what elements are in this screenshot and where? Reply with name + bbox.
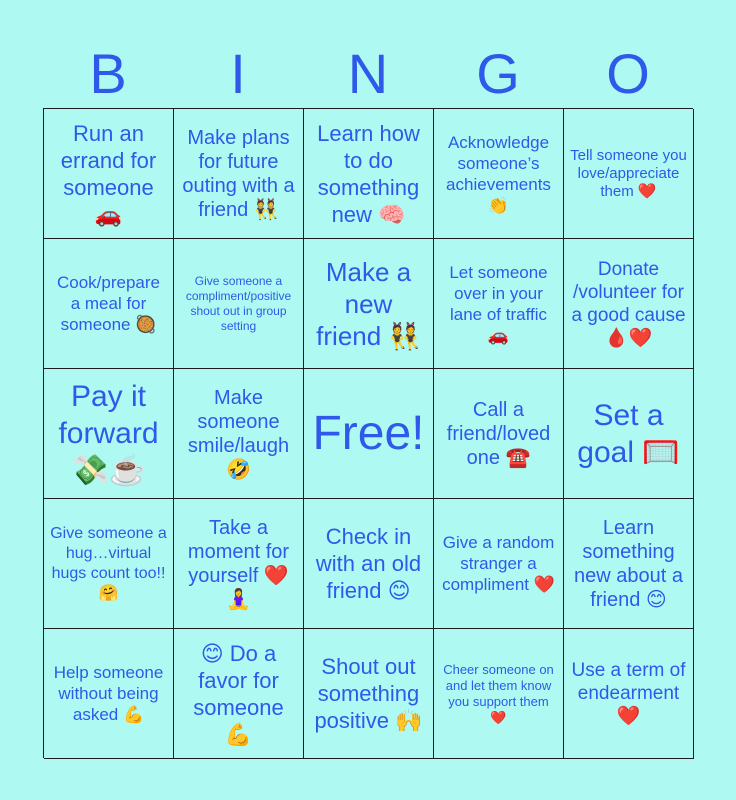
bingo-square-text: Set a goal 🥅 xyxy=(577,398,680,469)
bingo-square-text: Check in with an old friend 😊 xyxy=(315,524,422,603)
bingo-square-text: Donate /volunteer for a good cause 🩸❤️ xyxy=(571,258,686,349)
bingo-square-text: Let someone over in your lane of traffic 🚗 xyxy=(449,262,548,345)
bingo-square[interactable] xyxy=(304,239,434,369)
bingo-square-text: Take a moment for yourself ❤️ 🧘‍♀️ xyxy=(187,516,290,611)
bingo-board xyxy=(43,108,693,758)
bingo-square-text: Acknowledge someone’s achievements 👏 xyxy=(446,132,551,215)
bingo-square-text: Learn something new about a friend 😊 xyxy=(574,516,683,611)
bingo-square-text: Cheer someone on and let them know you support them ❤️ xyxy=(443,661,554,725)
bingo-square[interactable] xyxy=(44,239,174,369)
bingo-square[interactable] xyxy=(434,369,564,499)
bingo-square[interactable] xyxy=(564,629,694,759)
bingo-square[interactable] xyxy=(44,499,174,629)
free-space[interactable] xyxy=(304,369,434,499)
bingo-square[interactable] xyxy=(174,499,304,629)
bingo-square-text: Learn how to do something new 🧠 xyxy=(317,120,420,227)
bingo-square-text: Shout out something positive 🙌 xyxy=(314,654,423,733)
bingo-square[interactable] xyxy=(44,629,174,759)
bingo-square-text: Use a term of endearment ❤️ xyxy=(571,660,686,727)
bingo-square[interactable] xyxy=(174,629,304,759)
bingo-square[interactable] xyxy=(44,369,174,499)
header-letter-g: G xyxy=(476,42,520,105)
bingo-square[interactable] xyxy=(174,369,304,499)
bingo-square[interactable] xyxy=(174,239,304,369)
bingo-square[interactable] xyxy=(434,629,564,759)
bingo-square-text: Give someone a compliment/positive shout out in group setting xyxy=(185,273,292,333)
bingo-square[interactable] xyxy=(304,629,434,759)
bingo-square-text: Pay it forward 💸☕️ xyxy=(58,380,159,487)
bingo-square[interactable] xyxy=(434,109,564,239)
header-letter-b: B xyxy=(89,42,127,105)
bingo-square[interactable] xyxy=(564,499,694,629)
bingo-square-text: Call a friend/loved one ☎️ xyxy=(446,398,551,469)
bingo-square[interactable] xyxy=(304,499,434,629)
bingo-square-text: Give someone a hug…virtual hugs count too!! 🤗 xyxy=(50,524,167,602)
bingo-square-text: Give a random stranger a compliment ❤️ xyxy=(442,533,555,594)
bingo-square-text: Cook/prepare a meal for someone 🥘 xyxy=(56,273,160,334)
bingo-square[interactable] xyxy=(434,239,564,369)
header-letter-n: N xyxy=(347,42,389,105)
bingo-square[interactable] xyxy=(434,499,564,629)
bingo-square[interactable] xyxy=(564,109,694,239)
header-letter-i: I xyxy=(230,42,246,105)
bingo-square-text: Tell someone you love/appreciate them ❤️ xyxy=(570,146,687,200)
bingo-square[interactable] xyxy=(564,239,694,369)
bingo-square[interactable] xyxy=(174,109,304,239)
bingo-square-text: Run an errand for someone 🚗 xyxy=(60,120,157,227)
bingo-square-text: Make plans for future outing with a friend 👯 xyxy=(182,126,295,221)
bingo-square-text: Make a new friend 👯 xyxy=(316,256,421,351)
bingo-square-text: 😊 Do a favor for someone 💪 xyxy=(193,640,284,747)
bingo-square[interactable] xyxy=(564,369,694,499)
header-letter-o: O xyxy=(606,42,650,105)
bingo-header xyxy=(43,38,693,110)
bingo-square-text: Make someone smile/laugh 🤣 xyxy=(187,386,290,481)
bingo-square[interactable] xyxy=(44,109,174,239)
bingo-square-text: Help someone without being asked 💪 xyxy=(53,663,164,724)
free-space-text: Free! xyxy=(312,407,425,460)
bingo-square[interactable] xyxy=(304,109,434,239)
